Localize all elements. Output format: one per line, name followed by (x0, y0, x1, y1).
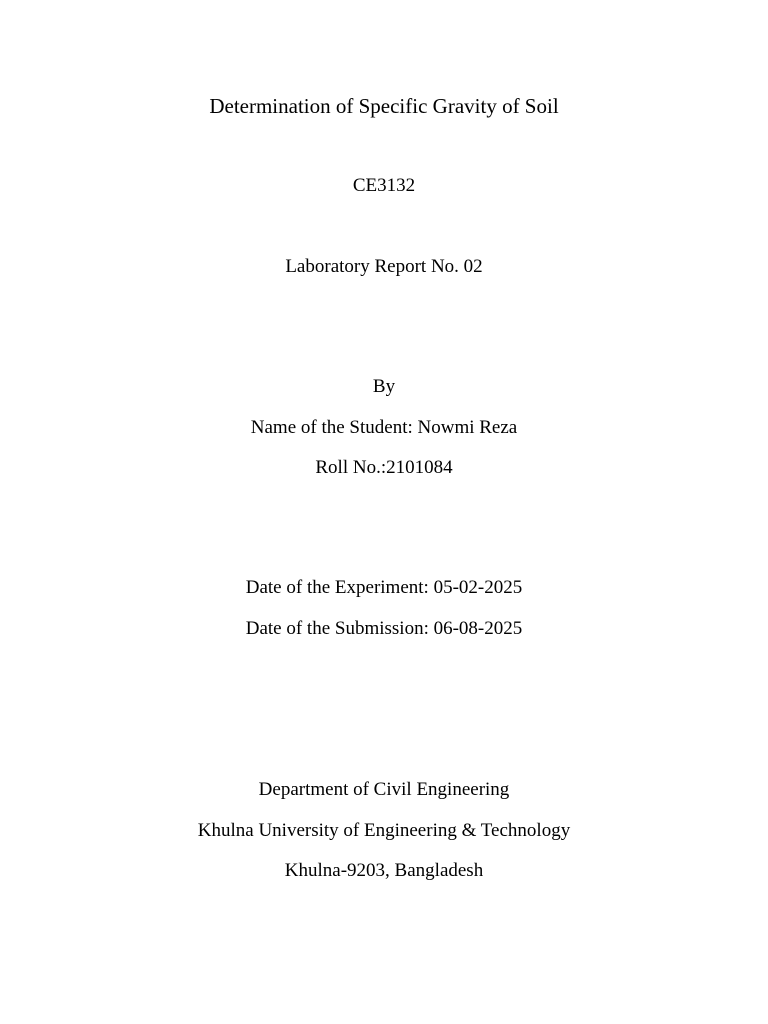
report-number: Laboratory Report No. 02 (285, 256, 483, 277)
submission-date: Date of the Submission: 06-08-2025 (245, 618, 523, 639)
student-name: Name of the Student: Nowmi Reza (250, 417, 518, 438)
university-name: Khulna University of Engineering & Technology (197, 820, 571, 841)
by-label: By (372, 376, 396, 397)
course-code: CE3132 (352, 175, 416, 196)
department-name: Department of Civil Engineering (258, 779, 510, 800)
experiment-date: Date of the Experiment: 05-02-2025 (245, 577, 523, 598)
report-title: Determination of Specific Gravity of Soil (209, 94, 559, 118)
university-address: Khulna-9203, Bangladesh (284, 860, 484, 881)
roll-number: Roll No.:2101084 (315, 457, 453, 478)
